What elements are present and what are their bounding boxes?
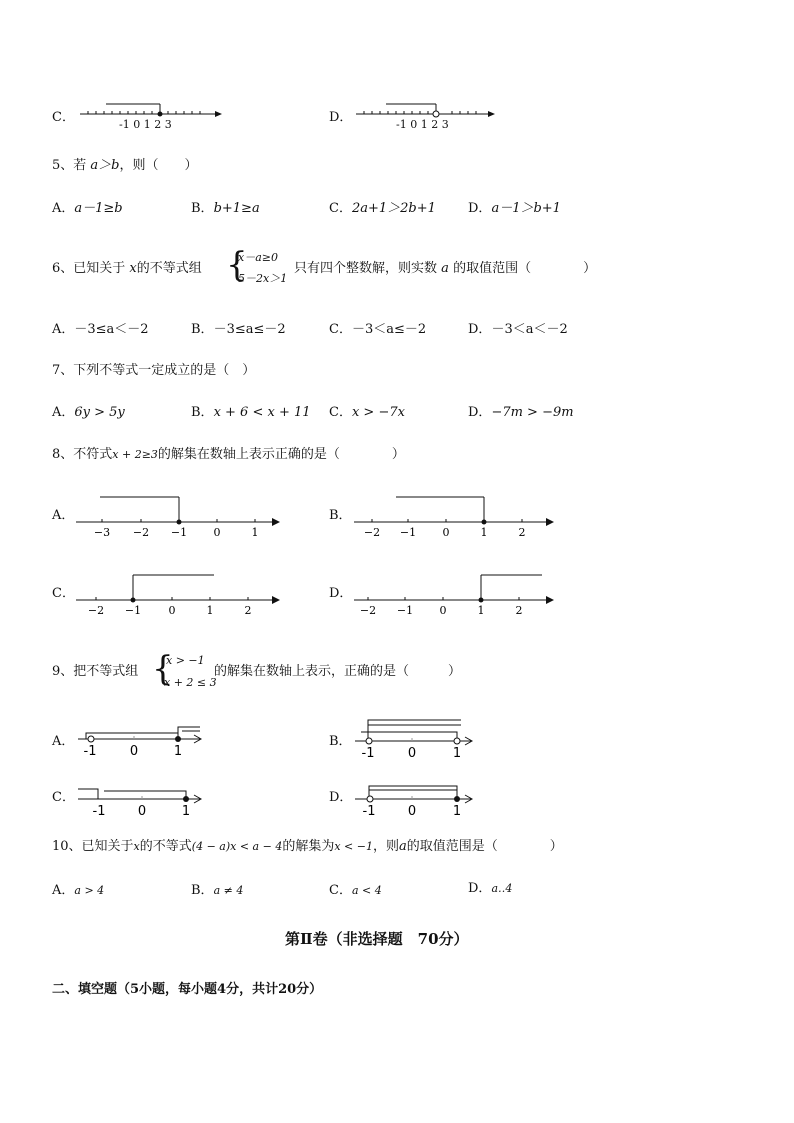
q9-option-a-tick-1: 0 (129, 744, 139, 759)
q9-option-d-numberline (353, 780, 493, 820)
q4-option-c-ticks: -1 0 1 2 3 (119, 118, 172, 131)
section-2-title: 第Ⅱ卷（非选择题 70分） (285, 930, 469, 948)
q9-option-c-tick-1: 0 (137, 804, 147, 819)
q9-option-b-label[interactable]: B． (329, 734, 352, 749)
q8-option-c-tick-2: 0 (168, 604, 176, 617)
q6-system-brace: { (226, 245, 248, 285)
q8-option-d-tick-1: −1 (396, 604, 414, 617)
q7-option-b[interactable]: B．x + 6 < x + 11 (191, 405, 311, 420)
q6-system-line1: x－a≥0 (238, 251, 278, 264)
q9-option-c-label[interactable]: C． (52, 790, 75, 805)
q8-option-d-tick-2: 0 (439, 604, 447, 617)
q8-stem: 8、不符式x + 2≥3的解集在数轴上表示正确的是（ ） (52, 447, 405, 462)
q9-system-line1: x > −1 (166, 654, 205, 667)
q9-system-line2: x + 2 ≤ 3 (164, 676, 217, 689)
q8-option-c-tick-1: −1 (124, 604, 142, 617)
q9-option-a-numberline (76, 720, 216, 760)
q8-option-b-tick-3: 1 (480, 526, 488, 539)
q8-option-a-numberline (76, 492, 286, 540)
q10-option-a[interactable]: A．a > 4 (52, 883, 105, 898)
q9-system-brace: { (152, 649, 174, 689)
q6-option-a[interactable]: A．－3≤a＜－2 (52, 322, 149, 337)
q8-option-a-label[interactable]: A． (52, 508, 75, 523)
q9-option-d-tick-0: -1 (362, 804, 376, 819)
q9-option-b-tick-2: 1 (452, 746, 462, 761)
q10-stem: 10、已知关于x的不等式(4 − a)x < a − 4的解集为x < −1，则a的取值范围是（ ） (52, 839, 563, 854)
q8-option-c-tick-4: 2 (244, 604, 252, 617)
q8-option-d-tick-0: −2 (359, 604, 377, 617)
q10-option-d[interactable]: D．a‥4 (468, 881, 513, 896)
part-2-title: 二、填空题（5小题，每小题4分，共计20分） (52, 982, 323, 997)
q8-option-a-tick-0: −3 (93, 526, 111, 539)
q6-option-d[interactable]: D．－3＜a＜－2 (468, 322, 568, 337)
q4-option-c-label[interactable]: C． (52, 110, 75, 125)
q8-option-a-tick-1: −2 (132, 526, 150, 539)
q9-stem-pre: 9、把不等式组 (52, 664, 139, 679)
q8-option-d-numberline (354, 570, 564, 618)
q5-option-d[interactable]: D．a－1＞b+1 (468, 201, 561, 216)
q8-option-b-tick-2: 0 (442, 526, 450, 539)
q8-option-d-label[interactable]: D． (329, 586, 353, 601)
q8-option-a-tick-4: 1 (251, 526, 259, 539)
q9-option-c-numberline (76, 780, 216, 820)
q5-option-a[interactable]: A．a－1≥b (52, 201, 123, 216)
q7-option-d[interactable]: D．−7m > −9m (468, 405, 574, 420)
q7-stem: 7、下列不等式一定成立的是（ ） (52, 363, 256, 378)
q9-option-a-label[interactable]: A． (52, 734, 75, 749)
q6-option-c[interactable]: C．－3＜a≤－2 (329, 322, 427, 337)
q9-option-c-tick-2: 1 (181, 804, 191, 819)
q9-option-b-tick-1: 0 (407, 746, 417, 761)
q8-option-c-tick-0: −2 (87, 604, 105, 617)
q10-option-c[interactable]: C．a < 4 (329, 883, 382, 898)
q8-option-c-label[interactable]: C． (52, 586, 75, 601)
q9-option-d-tick-1: 0 (407, 804, 417, 819)
q7-option-a[interactable]: A．6y > 5y (52, 405, 125, 420)
q8-option-b-numberline (354, 492, 564, 540)
q8-option-b-label[interactable]: B． (329, 508, 352, 523)
q8-option-a-tick-3: 0 (213, 526, 221, 539)
q8-option-c-numberline (76, 570, 286, 618)
q10-option-b[interactable]: B．a ≠ 4 (191, 883, 244, 898)
q5-option-c[interactable]: C．2a+1＞2b+1 (329, 201, 436, 216)
q9-option-d-tick-2: 1 (452, 804, 462, 819)
q9-option-b-tick-0: -1 (361, 746, 375, 761)
q8-option-a-tick-2: −1 (170, 526, 188, 539)
q6-system-line2: 5－2x＞1 (238, 272, 288, 285)
q9-option-d-label[interactable]: D． (329, 790, 353, 805)
q6-stem-post: 只有四个整数解，则实数 a 的取值范围（ ） (294, 261, 597, 276)
q9-option-a-tick-2: 1 (173, 744, 183, 759)
q8-option-d-tick-4: 2 (515, 604, 523, 617)
q4-option-d-ticks: -1 0 1 2 3 (396, 118, 449, 131)
q8-option-d-tick-3: 1 (477, 604, 485, 617)
q9-option-a-tick-0: -1 (83, 744, 97, 759)
q4-option-d-label[interactable]: D． (329, 110, 353, 125)
q5-option-b[interactable]: B．b+1≥a (191, 201, 260, 216)
q6-option-b[interactable]: B．－3≤a≤－2 (191, 322, 286, 337)
q8-option-c-tick-3: 1 (206, 604, 214, 617)
q9-option-c-tick-0: -1 (92, 804, 106, 819)
q8-option-b-tick-1: −1 (399, 526, 417, 539)
q8-option-b-tick-4: 2 (518, 526, 526, 539)
q9-option-b-numberline (353, 716, 493, 760)
q5-stem: 5、若 a＞b，则（ ） (52, 158, 198, 173)
q9-stem-post: 的解集在数轴上表示，正确的是（ ） (214, 664, 462, 679)
q7-option-c[interactable]: C．x > −7x (329, 405, 405, 420)
q8-option-b-tick-0: −2 (363, 526, 381, 539)
q6-stem-pre: 6、已知关于 x的不等式组 (52, 261, 202, 276)
